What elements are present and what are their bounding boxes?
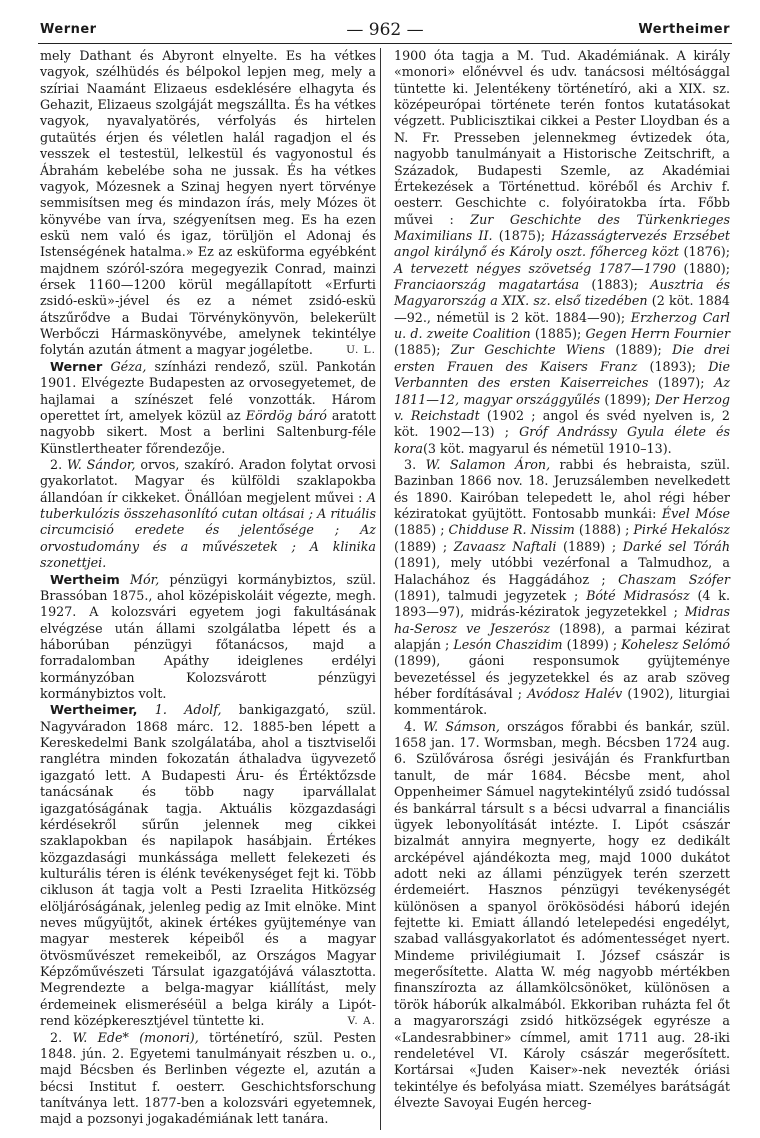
header-rule [38, 43, 732, 44]
entry-wertheimer-salamon: 3. W. Salamon Áron, rabbi és hebraista, szül. Bazinban 1866 nov. 18. Jeruzsálemben nevelkedett és 1890. Kairóban telepedett le, ahol régi héber kéziratokat gyüjtött. Fontosabb munkái: Ével Móse (1885) ; Chidduse R. Nissim (1888) ; Pirké Hekalósz (1889) ; Zavaasz Naftali (1889) ; Darké sel Tóráh (1891), mely utóbbi vezérfonal a Talmudhoz, a Halachához és Haggádához ; Chaszam Szófer (1891), talmudi jegyzetek ; Bóté Midrasósz (4 k. 1893—97), midrás-kéziratok jegyzetekkel ; Midras ha-Serosz ve Jeszerósz (1898), a parmai kézirat alapján ; Lesón Chaszidim (1899) ; Kohelesz Selómó (1899), gáoni responsumok gyüjteménye bevezetéssel és jegyzetekkel és az arab szöveg héber fordításával ; Avódosz Halév (1902), liturgiai kommentárok. [394, 456, 731, 718]
column-divider [380, 48, 381, 1130]
entry-wertheimer-samson: 4. W. Sámson, országos főrabbi és bankár, szül. 1658 jan. 17. Wormsban, megh. Bécsben 1724 aug. 6. Szülővárosa ősrégi jesiváján és Frankfurtban tanult, de már 1684. Bécsbe ment, ahol Oppenheimer Sámuel nagytekintélyű zsidó tudóssal és bankárral társult s a bécsi udvarral a financiális ügyek lebonyolítását intézte. I. Lipót császár bizalmát annyira megnyerte, hogy ez dedikált arcképével ajándékozta meg, majd 1000 dukátot adott neki az állami pénzügyek terén szerzett érdemeiért. Hasznos pénzügyi tevékenységét különösen a spanyol örökösödési háború idején fejtette ki. Emiatt állandó letelepedési engedélyt, szabad vallásgyakorlatot és adómentességet nyert. Mindeme privilégiumait I. József császár is megerősítette. Alatta W. még nagyobb mértékben finanszírozta az államkölcsönöket, különösen a török háborúk alkalmából. Ekkoriban ruházta fel őt a magyarországi zsidó hitközségek egyrésze a «Landesrabbiner» címmel, amit 1711 aug. 28-iki rendeletével VI. Károly császár megerősített. Kortársai «Juden Kaiser»-nek nevezték óriási tekintélye és befolyása miatt. Személyes barátságát élvezte Savoyai Eugén herceg- [394, 718, 730, 1110]
header-right-keyword: Wertheimer [638, 22, 730, 37]
left-column [40, 48, 376, 1128]
headword: Wertheim [50, 571, 120, 587]
entry-wertheimer-ede-cont: 1900 óta tagja a M. Tud. Akadémiának. A király «monori» előnévvel és udv. tanácsosi méltósággal tüntette ki. Jelentékeny történetíró, aki a XIX. sz. középeurópai története terén fontos kutatásokat végzett. Publicisztikai cikkei a Pester Lloydban és a N. Fr. Presseben jelennekmeg évtizedek óta, nagyobb tanulmányait a Historische Zeitschrift, a Századok, Budapesti Szemle, az Akadémiai Értekezések a Történettud. köréből és Archiv f. oesterr. Geschichte c. folyóiratokba írta. Főbb művei : Zur Geschichte des Türkenkrieges Maximilians II. (1875); Házasságtervezés Erzsébet angol királynő és Károly oszt. főherceg közt (1876); A tervezett négyes szövetség 1787—1790 (1880); Franciaország magatartása (1883); Ausztria és Magyarország a XIX. sz. első tizedében (2 köt. 1884—92., németül is 2 köt. 1884—90); Erzherzog Carl u. d. zweite Coalition (1885); Gegen Herrn Fournier (1885); Zur Geschichte Wiens (1889); Die drei ersten Frauen des Kaisers Franz (1893); Die Verbannten des ersten Kaiserreiches (1897); Az 1811—12, magyar országgyűlés (1899); Der Herzog v. Reichstadt (1902 ; angol és svéd nyelven is, 2 köt. 1902—13) ; Gróf Andrássy Gyula élete és kora(3 köt. magyarul és németül 1910–13). [394, 48, 731, 456]
author-signature: U. L. [346, 344, 376, 357]
headword: Wertheimer, [50, 702, 138, 718]
header-left-keyword: Werner [40, 22, 97, 37]
right-column [394, 48, 730, 1111]
entry-wertheimer-ede: 2. W. Ede* (monori), történetíró, szül. Pesten 1848. jún. 2. Egyetemi tanulmányait részben u. o., majd Bécsben és Berlinben végezte el, azután a bécsi Institut f. oesterr. Geschichtsforschung tanítványa lett. 1877-ben a kolozsvári egyetemnek, majd a pozsonyi jogakadémiának lett tanára. [40, 1029, 376, 1127]
headword: Werner [50, 358, 103, 374]
entry-wertheim-mor: Wertheim Mór, pénzügyi kormánybiztos, szül. Brassóban 1875., ahol középiskoláit végezte, megh. 1927. A kolozsvári egyetem jogi fakultásának elvégzése után állami szolgálatba lépett és a háborúban pénzügyi főtanácsos, majd a forradalomban Apáthy ideiglenes erdélyi kormányzóban Kolozsvárott pénzügyi kormánybiztos volt. [40, 571, 376, 702]
entry-wertheimer-adolf: Wertheimer, 1. Adolf, bankigazgató, szül. Nagyváradon 1868 márc. 12. 1885-ben lépett a Kereskedelmi Bank szolgálatába, ahol a tisztviselői ranglétra minden fokozatán áthaladva ügyvezető igazgató lett. A Budapesti Áru- és Értéktőzsde tanácsának és több nagy iparvállalat igazgatóságának tagja. Aktuális közgazdasági kérdésekről sűrűn jelennek meg cikkei szaklapokban és napilapok hasábjain. Értékes közgazdasági munkássága mellett felekezeti és kulturális téren is élénk tevékenységet fejt ki. Több cikluson át tagja volt a Pesti Izraelita Hitközség elöljáróságának, jelenleg pedig az Imit elnöke. Mint neves műgyüjtőt, akinek értékes gyüjteménye van magyar mesterek képeiből és a magyar ötvösművészet remekeiből, az Országos Magyar Képzőművészeti Társulat igazgatójává választotta. Megrendezte a belga-magyar kiállítást, mely érdemeinek elismeréséül a belga király a Lipót-rend középkeresztjével tüntette ki. V. A. [40, 702, 376, 1029]
author-signature: V. A. [347, 1015, 376, 1028]
entry-werner-geza: Werner Géza, színházi rendező, szül. Pankotán 1901. Elvégezte Budapesten az orvosegyetemet, de hajlamai a színészet felé vonzották. Három operettet írt, amelyek közül az Eördög báró aratott nagyobb sikert. Most a berlini Saltenburg-féle Künstlertheater főrendezője. [40, 358, 376, 456]
running-header [40, 22, 730, 42]
entry-text: mely Dathant és Abyront elnyelte. Es ha vétkes vagyok, szélhüdés és bélpokol lepjen meg, mely a szíriai Naamánt Elizaeus esdeklésére elhagyta és Gehazit, Elizaeus szolgáját megszállta. És ha vétkes vagyok, nyavalyatörés, vérfolyás és hirtelen gutaütés érjen és véletlen halál ragadjon el és vesszek el testestül, lelkestül és vagyonostul és Ábrahám kebelébe soha ne jussak. És ha vétkes vagyok, Mózesnek a Szinaj hegyen nyert törvénye semmisítsen meg és mindazon írás, mely Mózes öt könyvébe van írva, szégyenítsen meg. Es ha ezen eskü nem való és igaz, törüljön el Adonaj és Istenségének hatalma.» Ez az esküforma egyébként majdnem szóról-szóra megegyezik Conrad, mainzi érsek 1160—1200 körül megállapított «Erfurti zsidó-eskü»-jével és ez a német zsidó-eskü átszűrődve a Budai Törvénykönyvön, belekerült Werbőczi Hármaskönyvébe, amelynek tekintélye folytán azután átment a magyar jogéletbe. U. L. [40, 48, 376, 358]
entry-werner-sandor: 2. W. Sándor, orvos, szakíró. Aradon folytat orvosi gyakorlatot. Magyar és külföldi szaklapokba állandóan ír cikkeket. Önállóan megjelent művei : A tuberkulózis összehasonlító cutan oltásai ; A rituális circumcisió eredete és jelentősége ; Az orvostudomány és a művészetek ; A klinika szonettjei. [40, 456, 376, 571]
page-number: — 962 — [346, 20, 424, 40]
